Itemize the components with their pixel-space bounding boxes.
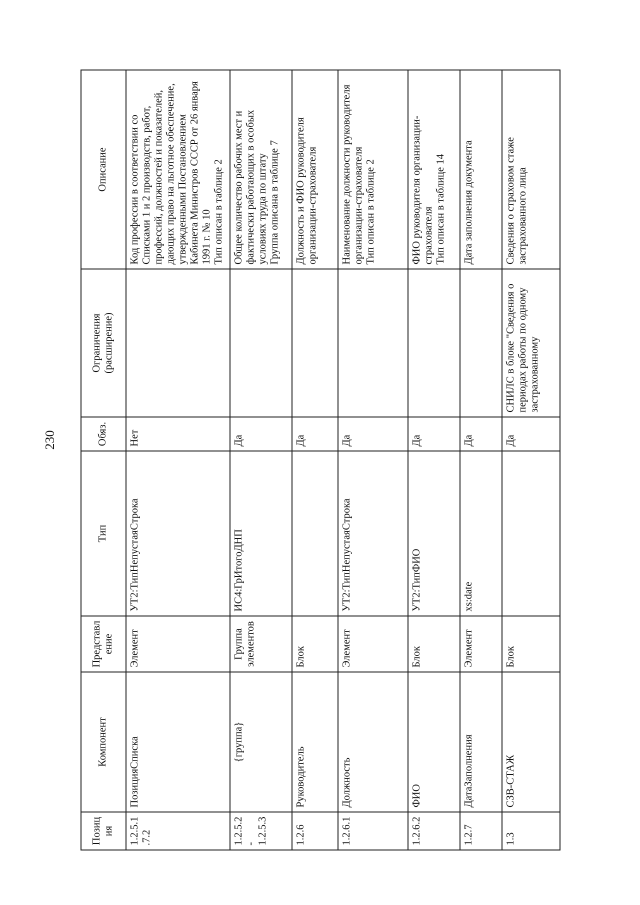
cell-representation: Блок <box>408 616 460 672</box>
header-description: Описание <box>81 70 126 269</box>
table-row <box>230 70 292 850</box>
cell-type: xs:date <box>460 451 502 616</box>
table-row <box>460 70 502 850</box>
spec-table <box>81 70 561 851</box>
cell-representation: Элемент <box>126 616 230 672</box>
cell-component: ДатаЗаполнения <box>460 672 502 812</box>
table-row <box>338 70 408 850</box>
cell-required: Да <box>292 417 338 451</box>
table-row <box>408 70 460 850</box>
cell-type <box>292 451 338 616</box>
cell-position: 1.2.5.1.7.2 <box>126 812 230 850</box>
cell-component: Руководитель <box>292 672 338 812</box>
cell-description: Код профессии в соответствии со Списками 1 и 2 производств, работ, профессий, должностей и показателей, дающих право на льготное обеспечение, утвержденными Постановлением Кабинета Министров СССР от 26 января 1991 г. № 10 Тип описан в таблице 2 <box>126 70 230 269</box>
cell-limitations <box>408 269 460 417</box>
cell-type: УТ2:ТипФИО <box>408 451 460 616</box>
cell-required: Да <box>338 417 408 451</box>
cell-component: ПозицияСписка <box>126 672 230 812</box>
cell-component: СЗВ-СТАЖ <box>502 672 561 812</box>
cell-required: Да <box>502 417 561 451</box>
cell-limitations <box>292 269 338 417</box>
cell-representation: Элемент <box>460 616 502 672</box>
cell-position: 1.2.6 <box>292 812 338 850</box>
cell-required: Нет <box>126 417 230 451</box>
cell-component: {группа} <box>230 672 292 812</box>
header-limitations: Ограничения (расширение) <box>81 269 126 417</box>
cell-representation: Группа элементов <box>230 616 292 672</box>
cell-required: Да <box>408 417 460 451</box>
cell-position: 1.3 <box>502 812 561 850</box>
cell-description: ФИО руководителя организации-страхователя Тип описан в таблице 14 <box>408 70 460 269</box>
cell-position: 1.2.5.2 - 1.2.5.3 <box>230 812 292 850</box>
cell-description: Общее количество рабочих мест и фактически работающих в особых условиях труда по штату Группа описана в таблице 7 <box>230 70 292 269</box>
cell-limitations <box>126 269 230 417</box>
cell-component: Должность <box>338 672 408 812</box>
cell-type <box>502 451 561 616</box>
cell-position: 1.2.6.1 <box>338 812 408 850</box>
cell-position: 1.2.6.2 <box>408 812 460 850</box>
cell-type: УТ2:ТипНепустаяСтрока <box>126 451 230 616</box>
cell-position: 1.2.7 <box>460 812 502 850</box>
cell-type: УТ2:ТипНепустаяСтрока <box>338 451 408 616</box>
header-required: Обяз. <box>81 417 126 451</box>
header-position: Позиция <box>81 812 126 850</box>
cell-description: Сведения о страховом стаже застрахованного лица <box>502 70 561 269</box>
cell-required: Да <box>230 417 292 451</box>
cell-limitations <box>230 269 292 417</box>
table-row <box>126 70 230 850</box>
cell-description: Наименование должности руководителя организации-страхователя Тип описан в таблице 2 <box>338 70 408 269</box>
cell-description: Должность и ФИО руководителя организации-страхователя <box>292 70 338 269</box>
cell-limitations: СНИЛС в блоке "Сведения о периодах работы по одному застрахованному <box>502 269 561 417</box>
cell-limitations <box>338 269 408 417</box>
table-row <box>292 70 338 850</box>
page-number: 230 <box>42 430 57 450</box>
table-row <box>502 70 561 850</box>
cell-required: Да <box>460 417 502 451</box>
cell-component: ФИО <box>408 672 460 812</box>
cell-representation: Элемент <box>338 616 408 672</box>
header-type: Тип <box>81 451 126 616</box>
header-representation: Представление <box>81 616 126 672</box>
header-component: Компонент <box>81 672 126 812</box>
header-row <box>81 70 126 850</box>
cell-description: Дата заполнения документа <box>460 70 502 269</box>
cell-limitations <box>460 269 502 417</box>
cell-representation: Блок <box>502 616 561 672</box>
cell-type: ИС4:ГрИтогоДНП <box>230 451 292 616</box>
cell-representation: Блок <box>292 616 338 672</box>
